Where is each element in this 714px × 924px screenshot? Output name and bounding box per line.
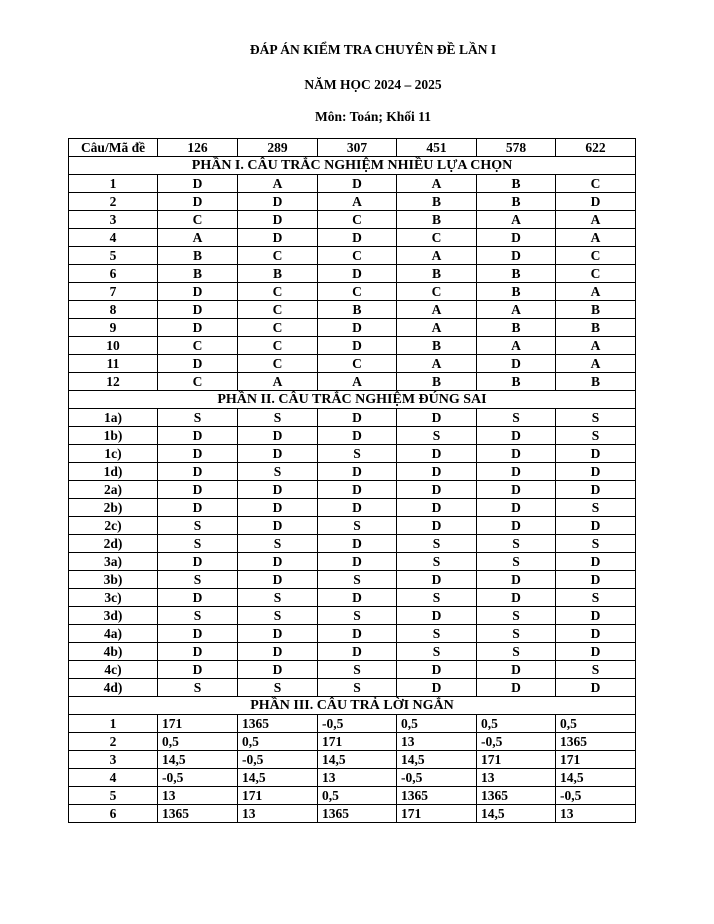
question-label-cell: 4a) [69,625,158,643]
answer-cell: D [238,553,318,571]
table-row [69,499,636,517]
table-row [69,319,636,337]
answer-cell: D [158,445,238,463]
answer-cell: D [397,571,477,589]
answer-cell: D [318,589,397,607]
answer-cell: D [477,517,556,535]
question-label-cell: 2d) [69,535,158,553]
question-label-cell: 3 [69,211,158,229]
answer-cell: D [238,643,318,661]
header-cell-code: 622 [556,139,636,157]
answer-cell: C [158,373,238,391]
answer-cell: 0,5 [477,715,556,733]
answer-cell: C [556,247,636,265]
answer-cell: D [158,643,238,661]
answer-cell: C [238,355,318,373]
table-row [69,805,636,823]
question-label-cell: 3c) [69,589,158,607]
answer-cell: D [556,571,636,589]
answer-cell: S [397,535,477,553]
answer-cell: D [556,445,636,463]
table-row [69,193,636,211]
answer-cell: 171 [318,733,397,751]
question-label-cell: 2 [69,733,158,751]
answer-cell: S [318,571,397,589]
question-label-cell: 10 [69,337,158,355]
table-row [69,535,636,553]
answer-cell: D [158,175,238,193]
answer-cell: D [158,625,238,643]
table-row [69,787,636,805]
answer-cell: D [158,193,238,211]
answer-cell: B [158,265,238,283]
question-label-cell: 4d) [69,679,158,697]
answer-cell: 13 [238,805,318,823]
answer-cell: D [238,517,318,535]
table-row [69,553,636,571]
answer-cell: A [238,373,318,391]
answer-cell: B [556,319,636,337]
answer-cell: S [397,625,477,643]
answer-cell: A [556,211,636,229]
table-row [69,283,636,301]
answer-cell: 171 [556,751,636,769]
answer-cell: 0,5 [397,715,477,733]
table-row [69,733,636,751]
table-row [69,589,636,607]
answer-cell: B [477,373,556,391]
answer-cell: S [158,517,238,535]
question-label-cell: 11 [69,355,158,373]
answer-cell: C [158,211,238,229]
answer-cell: D [397,607,477,625]
answer-cell: D [158,427,238,445]
answer-cell: D [238,445,318,463]
answer-cell: 13 [556,805,636,823]
section-header-row [69,157,636,175]
table-row [69,355,636,373]
answer-cell: S [477,535,556,553]
table-row [69,409,636,427]
table-row [69,427,636,445]
document-title: ĐÁP ÁN KIỂM TRA CHUYÊN ĐỀ LẦN I [249,42,497,57]
answer-cell: D [556,481,636,499]
answer-cell: S [397,589,477,607]
answer-cell: D [318,535,397,553]
answer-cell: B [556,301,636,319]
answer-cell: 13 [397,733,477,751]
table-row [69,751,636,769]
answer-cell: D [556,607,636,625]
answer-cell: D [238,571,318,589]
answer-cell: D [477,229,556,247]
answer-cell: S [556,589,636,607]
answer-cell: 171 [477,751,556,769]
answer-cell: A [556,355,636,373]
answer-cell: S [238,535,318,553]
table-row [69,679,636,697]
answer-cell: A [556,229,636,247]
table-row [69,643,636,661]
answer-cell: 171 [397,805,477,823]
answer-cell: 1365 [318,805,397,823]
answer-cell: B [397,265,477,283]
section-header-row [69,391,636,409]
answer-cell: D [477,247,556,265]
question-label-cell: 1a) [69,409,158,427]
answer-cell: B [556,373,636,391]
answer-cell: S [238,589,318,607]
table-row [69,301,636,319]
answer-cell: 14,5 [318,751,397,769]
answer-cell: C [318,247,397,265]
answer-cell: D [318,265,397,283]
answer-cell: D [397,661,477,679]
answer-cell: S [397,643,477,661]
answer-cell: D [477,589,556,607]
answer-cell: D [556,553,636,571]
answer-cell: B [397,193,477,211]
question-label-cell: 12 [69,373,158,391]
answer-cell: D [318,481,397,499]
answer-cell: S [158,535,238,553]
answer-cell: S [477,607,556,625]
answer-cell: A [318,193,397,211]
answer-cell: C [318,211,397,229]
question-label-cell: 1 [69,175,158,193]
answer-cell: -0,5 [397,769,477,787]
answer-cell: D [556,193,636,211]
question-label-cell: 2b) [69,499,158,517]
table-row [69,481,636,499]
table-row [69,661,636,679]
answer-cell: S [238,679,318,697]
answer-cell: C [397,229,477,247]
answer-cell: S [318,607,397,625]
answer-cell: 14,5 [238,769,318,787]
question-label-cell: 5 [69,787,158,805]
answer-cell: 14,5 [477,805,556,823]
answer-cell: A [397,319,477,337]
answer-cell: -0,5 [477,733,556,751]
question-label-cell: 1d) [69,463,158,481]
answer-cell: C [318,355,397,373]
answer-cell: S [238,607,318,625]
answer-cell: D [397,517,477,535]
answer-cell: A [318,373,397,391]
question-label-cell: 2 [69,193,158,211]
answer-cell: D [477,463,556,481]
table-row [69,607,636,625]
answer-cell: S [556,427,636,445]
section-header-row [69,697,636,715]
answer-cell: D [238,661,318,679]
answer-cell: C [556,265,636,283]
answer-cell: D [238,229,318,247]
answer-cell: D [477,481,556,499]
answer-cell: S [318,661,397,679]
table-row [69,769,636,787]
answer-cell: D [318,427,397,445]
answer-cell: 0,5 [158,733,238,751]
answer-cell: S [397,553,477,571]
answer-cell: 13 [318,769,397,787]
section-title: PHẦN II. CÂU TRẮC NGHIỆM ĐÚNG SAI [69,391,636,409]
answer-cell: A [397,301,477,319]
question-label-cell: 6 [69,265,158,283]
answer-cell: A [397,175,477,193]
answer-cell: 1365 [158,805,238,823]
table-row [69,463,636,481]
table-row [69,211,636,229]
answer-cell: C [238,283,318,301]
question-label-cell: 2c) [69,517,158,535]
answer-cell: D [318,337,397,355]
table-row [69,625,636,643]
question-label-cell: 4 [69,229,158,247]
answer-cell: 171 [238,787,318,805]
answer-cell: S [318,679,397,697]
table-row [69,445,636,463]
header-cell-code: 307 [318,139,397,157]
answer-cell: D [397,679,477,697]
answer-cell: 1365 [556,733,636,751]
answer-cell: D [238,211,318,229]
question-label-cell: 2a) [69,481,158,499]
answer-cell: D [158,463,238,481]
question-label-cell: 3 [69,751,158,769]
answer-cell: 14,5 [397,751,477,769]
answer-cell: S [477,409,556,427]
answer-cell: D [477,661,556,679]
answer-cell: S [556,535,636,553]
answer-cell: B [397,337,477,355]
table-row [69,373,636,391]
question-label-cell: 3a) [69,553,158,571]
answer-cell: C [238,337,318,355]
question-label-cell: 4 [69,769,158,787]
answer-cell: 13 [158,787,238,805]
answer-cell: D [158,301,238,319]
answer-cell: D [397,445,477,463]
answer-cell: D [318,409,397,427]
answer-cell: A [556,337,636,355]
answer-cell: D [318,319,397,337]
answer-cell: C [397,283,477,301]
table-row [69,517,636,535]
answer-cell: B [318,301,397,319]
table-row [69,175,636,193]
answer-cell: -0,5 [556,787,636,805]
subject-line: Môn: Toán; Khối 11 [315,109,431,124]
answer-cell: D [477,499,556,517]
answer-cell: D [238,499,318,517]
answer-key-body [69,139,636,823]
answer-key-table [68,138,636,823]
answer-cell: D [556,625,636,643]
answer-cell: 1365 [397,787,477,805]
answer-cell: D [158,283,238,301]
table-row [69,571,636,589]
answer-cell: S [556,499,636,517]
answer-cell: 0,5 [318,787,397,805]
answer-cell: A [158,229,238,247]
answer-cell: D [238,427,318,445]
answer-cell: B [158,247,238,265]
answer-cell: 0,5 [238,733,318,751]
answer-cell: C [238,319,318,337]
answer-cell: 13 [477,769,556,787]
answer-cell: A [477,301,556,319]
answer-cell: D [556,643,636,661]
question-label-cell: 1 [69,715,158,733]
answer-cell: S [158,607,238,625]
answer-cell: -0,5 [158,769,238,787]
question-label-cell: 6 [69,805,158,823]
answer-cell: A [397,355,477,373]
header-cell-question: Câu/Mã đề [69,139,158,157]
answer-cell: B [238,265,318,283]
answer-cell: S [477,553,556,571]
answer-cell: B [477,265,556,283]
table-row [69,715,636,733]
section-title: PHẦN III. CÂU TRẢ LỜI NGẮN [69,697,636,715]
answer-cell: S [397,427,477,445]
answer-cell: D [318,463,397,481]
answer-cell: S [556,409,636,427]
answer-cell: D [158,481,238,499]
answer-cell: D [238,625,318,643]
answer-cell: B [477,319,556,337]
answer-cell: D [238,481,318,499]
answer-cell: D [397,481,477,499]
answer-cell: 14,5 [556,769,636,787]
answer-cell: D [158,661,238,679]
table-row [69,229,636,247]
answer-cell: D [556,517,636,535]
answer-cell: D [318,499,397,517]
answer-cell: D [397,499,477,517]
answer-cell: D [318,643,397,661]
answer-cell: -0,5 [238,751,318,769]
answer-cell: C [158,337,238,355]
answer-cell: A [477,337,556,355]
question-label-cell: 1b) [69,427,158,445]
answer-cell: D [556,463,636,481]
question-label-cell: 5 [69,247,158,265]
answer-cell: C [556,175,636,193]
answer-cell: D [318,625,397,643]
question-label-cell: 7 [69,283,158,301]
answer-cell: C [238,247,318,265]
answer-cell: B [477,283,556,301]
question-label-cell: 4c) [69,661,158,679]
answer-cell: B [397,373,477,391]
table-row [69,337,636,355]
answer-cell: S [238,409,318,427]
answer-cell: B [397,211,477,229]
answer-cell: S [477,643,556,661]
answer-cell: S [158,409,238,427]
answer-cell: C [238,301,318,319]
answer-cell: D [158,553,238,571]
answer-cell: D [238,193,318,211]
header-cell-code: 126 [158,139,238,157]
answer-cell: D [397,463,477,481]
answer-cell: D [158,319,238,337]
question-label-cell: 8 [69,301,158,319]
table-row [69,265,636,283]
header-cell-code: 289 [238,139,318,157]
answer-cell: D [477,445,556,463]
answer-cell: D [556,679,636,697]
answer-cell: D [158,355,238,373]
answer-cell: S [318,445,397,463]
answer-cell: D [477,427,556,445]
question-label-cell: 9 [69,319,158,337]
answer-cell: D [477,571,556,589]
answer-cell: S [158,679,238,697]
answer-cell: D [158,589,238,607]
answer-cell: S [556,661,636,679]
answer-cell: D [477,679,556,697]
answer-cell: B [477,175,556,193]
answer-cell: S [158,571,238,589]
answer-cell: -0,5 [318,715,397,733]
answer-cell: D [477,355,556,373]
question-label-cell: 3b) [69,571,158,589]
question-label-cell: 4b) [69,643,158,661]
answer-cell: S [238,463,318,481]
answer-cell: S [477,625,556,643]
answer-cell: 0,5 [556,715,636,733]
answer-cell: B [477,193,556,211]
answer-cell: D [318,553,397,571]
answer-cell: D [158,499,238,517]
header-cell-code: 451 [397,139,477,157]
answer-cell: A [238,175,318,193]
answer-cell: A [477,211,556,229]
question-label-cell: 3d) [69,607,158,625]
answer-cell: 1365 [238,715,318,733]
school-year: NĂM HỌC 2024 – 2025 [304,77,442,92]
section-title: PHẦN I. CÂU TRẮC NGHIỆM NHIỀU LỰA CHỌN [69,157,636,175]
answer-cell: D [318,229,397,247]
table-row [69,247,636,265]
answer-cell: D [318,175,397,193]
header-row [69,139,636,157]
header-cell-code: 578 [477,139,556,157]
answer-cell: S [318,517,397,535]
answer-cell: 171 [158,715,238,733]
question-label-cell: 1c) [69,445,158,463]
answer-cell: 14,5 [158,751,238,769]
answer-cell: A [397,247,477,265]
answer-cell: 1365 [477,787,556,805]
answer-cell: C [318,283,397,301]
answer-cell: D [397,409,477,427]
answer-cell: A [556,283,636,301]
